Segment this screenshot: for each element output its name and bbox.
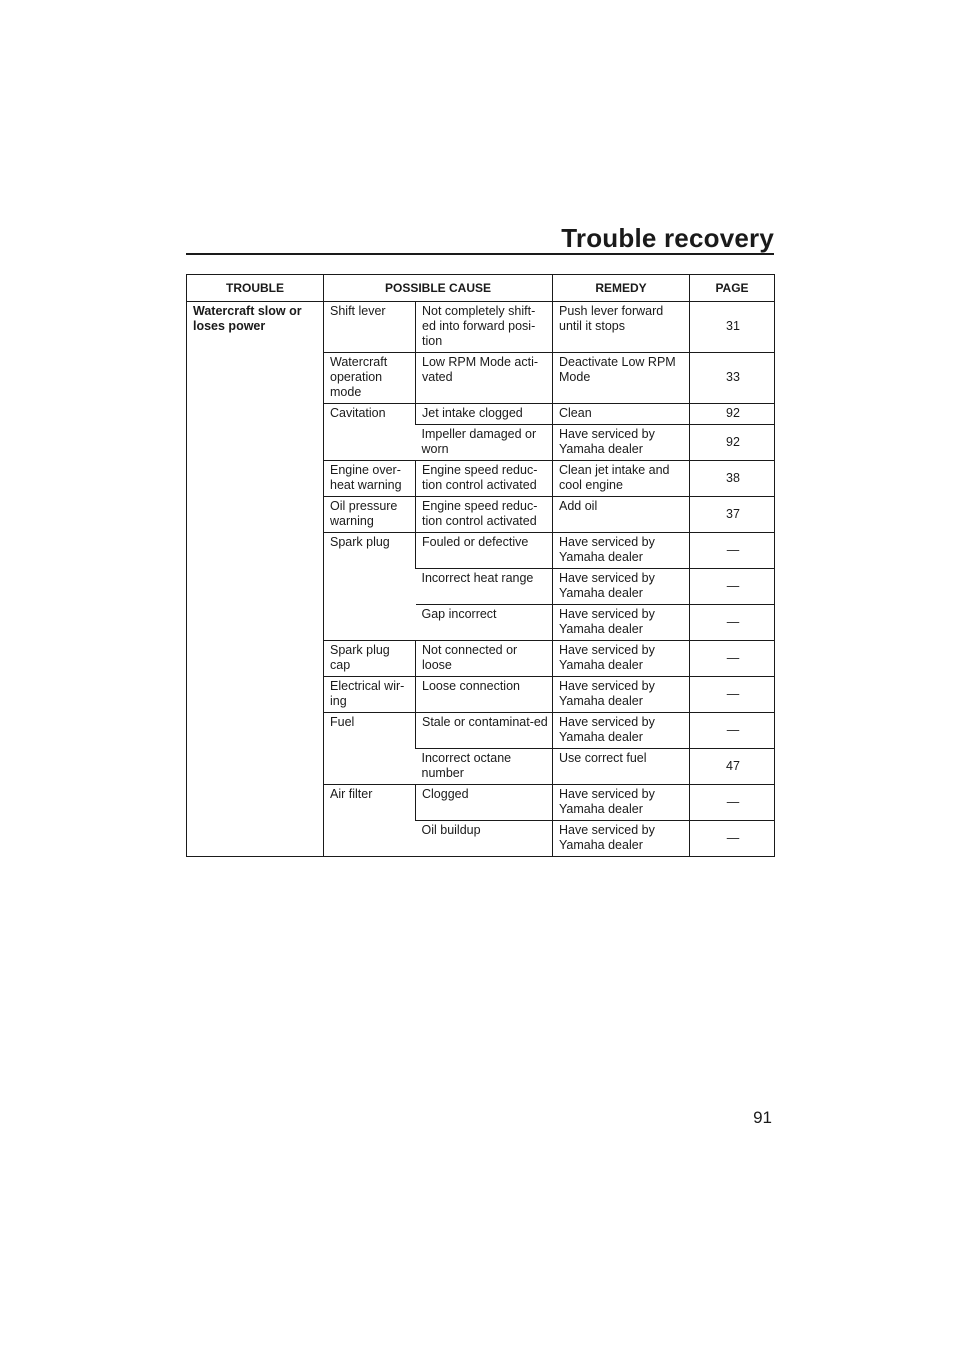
page-cell: — (690, 641, 775, 677)
detail-cell: Stale or contaminat-ed (416, 713, 553, 749)
page-cell: 38 (690, 461, 775, 497)
remedy-cell: Clean jet intake and cool engine (553, 461, 690, 497)
page-cell: — (690, 713, 775, 749)
page-cell: 33 (690, 353, 775, 404)
page-cell: — (690, 569, 775, 605)
page-cell: 31 (690, 302, 775, 353)
header-remedy: REMEDY (553, 275, 690, 302)
page-cell: 92 (690, 404, 775, 425)
detail-cell: Not completely shift-ed into forward posi-tion (416, 302, 553, 353)
page-cell: 92 (690, 425, 775, 461)
remedy-cell: Have serviced by Yamaha dealer (553, 713, 690, 749)
remedy-cell: Have serviced by Yamaha dealer (553, 821, 690, 857)
trouble-table (186, 274, 775, 857)
remedy-cell: Add oil (553, 497, 690, 533)
table-header-row (187, 275, 775, 302)
detail-cell: Clogged (416, 785, 553, 821)
detail-cell: Gap incorrect (416, 605, 553, 641)
page-cell: 37 (690, 497, 775, 533)
remedy-cell: Have serviced by Yamaha dealer (553, 569, 690, 605)
page-number: 91 (753, 1108, 772, 1127)
detail-cell: Engine speed reduc-tion control activated (416, 497, 553, 533)
remedy-cell: Clean (553, 404, 690, 425)
table-row (187, 302, 775, 353)
detail-cell: Engine speed reduc-tion control activated (416, 461, 553, 497)
remedy-cell: Use correct fuel (553, 749, 690, 785)
page-cell: — (690, 533, 775, 569)
detail-cell: Oil buildup (416, 821, 553, 857)
detail-cell: Incorrect octane number (416, 749, 553, 785)
detail-cell: Fouled or defective (416, 533, 553, 569)
detail-cell: Low RPM Mode acti-vated (416, 353, 553, 404)
remedy-cell: Have serviced by Yamaha dealer (553, 605, 690, 641)
page-cell: — (690, 785, 775, 821)
remedy-cell: Have serviced by Yamaha dealer (553, 677, 690, 713)
page-cell: — (690, 605, 775, 641)
remedy-cell: Have serviced by Yamaha dealer (553, 641, 690, 677)
page-cell: — (690, 821, 775, 857)
detail-cell: Loose connection (416, 677, 553, 713)
detail-cell: Not connected or loose (416, 641, 553, 677)
cause-cell: Oil pressure warning (324, 497, 416, 533)
remedy-cell: Have serviced by Yamaha dealer (553, 785, 690, 821)
page-title: Trouble recovery (561, 223, 774, 253)
remedy-cell: Have serviced by Yamaha dealer (553, 533, 690, 569)
page-cell: 47 (690, 749, 775, 785)
cause-cell: Fuel (324, 713, 416, 785)
cause-cell: Spark plug (324, 533, 416, 641)
page-cell: — (690, 677, 775, 713)
detail-cell: Incorrect heat range (416, 569, 553, 605)
detail-cell: Impeller damaged or worn (416, 425, 553, 461)
header-possible-cause: POSSIBLE CAUSE (324, 275, 553, 302)
cause-cell: Shift lever (324, 302, 416, 353)
title-rule (186, 253, 774, 255)
cause-cell: Engine over-heat warning (324, 461, 416, 497)
remedy-cell: Have serviced by Yamaha dealer (553, 425, 690, 461)
header-page: PAGE (690, 275, 775, 302)
cause-cell: Watercraft operation mode (324, 353, 416, 404)
cause-cell: Air filter (324, 785, 416, 857)
cause-cell: Cavitation (324, 404, 416, 461)
header-trouble: TROUBLE (187, 275, 324, 302)
remedy-cell: Push lever forward until it stops (553, 302, 690, 353)
trouble-cell: Watercraft slow or loses power (193, 304, 302, 333)
cause-cell: Spark plug cap (324, 641, 416, 677)
remedy-cell: Deactivate Low RPM Mode (553, 353, 690, 404)
cause-cell: Electrical wir-ing (324, 677, 416, 713)
detail-cell: Jet intake clogged (416, 404, 553, 425)
